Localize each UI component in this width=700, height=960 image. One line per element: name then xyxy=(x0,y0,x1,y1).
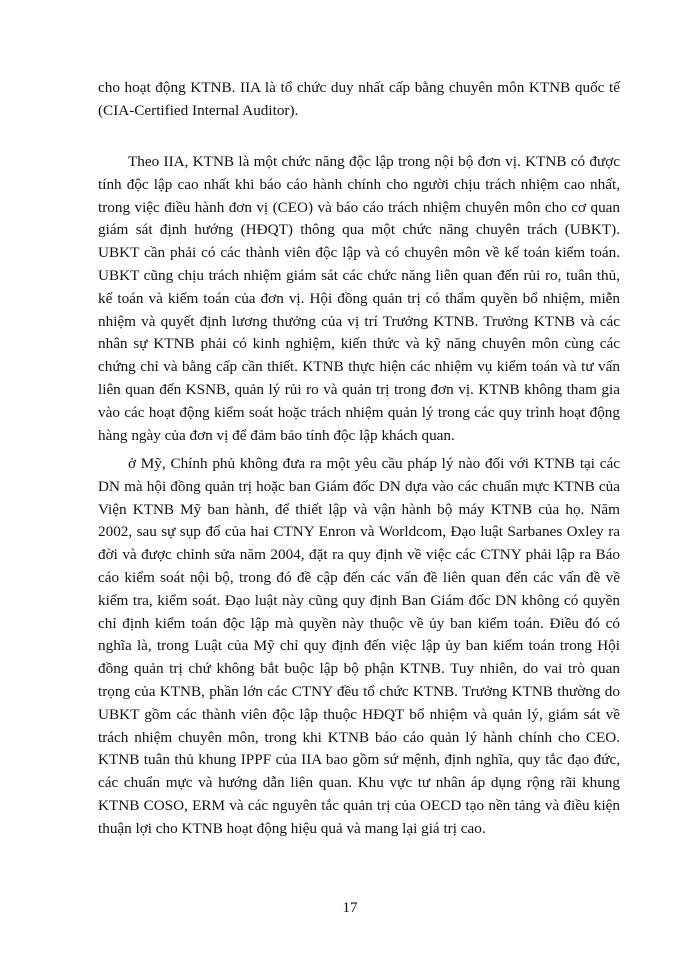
page-number: 17 xyxy=(342,900,358,916)
paragraph-iia-definition: Theo IIA, KTNB là một chức năng độc lập trong nội bộ đơn vị. KTNB có được tính độc lập cao nhất khi báo cáo hành chính cho người chịu trách nhiệm cao nhất, trong việc điều hành đơn vị (CEO) và báo cáo trách nhiệm chuyên môn cho cơ quan giám sát định hướng (HĐQT) thông qua một chức năng chuyên trách (UBKT). UBKT cần phải có các thành viên độc lập và có chuyên môn về kế toán kiểm toán. UBKT cũng chịu trách nhiệm giám sát các chức năng liên quan đến rủi ro, tuân thủ, kế toán và kiểm toán của đơn vị. Hội đồng quản trị có thẩm quyền bổ nhiệm, miễn nhiệm và quyết định lương thưởng của vị trí Trưởng KTNB. Trưởng KTNB và các nhân sự KTNB phải có kinh nghiệm, kiến thức và kỹ năng chuyên môn cùng các chứng chỉ và bằng cấp cần thiết. KTNB thực hiện các nhiệm vụ kiểm toán và tư vấn liên quan đến KSNB, quản lý rủi ro và quản trị trong đơn vị. KTNB không tham gia vào các hoạt động kiểm soát hoặc trách nhiệm quản lý trong các quy trình hoạt động hàng ngày của đơn vị để đảm bảo tính độc lập khách quan. xyxy=(98,153,620,444)
paragraph-us-regulation: ở Mỹ, Chính phủ không đưa ra một yêu cầu pháp lý nào đối với KTNB tại các DN mà hội đồng quản trị hoặc ban Giám đốc DN dựa vào các chuẩn mực KTNB của Viện KTNB Mỹ ban hành, để thiết lập và vận hành bộ máy KTNB của họ. Năm 2002, sau sự sụp đổ của hai CTNY Enron và Worldcom, Đạo luật Sarbanes Oxley ra đời và được chỉnh sửa năm 2004, đặt ra quy định về việc các CTNY phải lập ra Báo cáo kiểm soát nội bộ, trong đó đề cập đến các vấn đề liên quan đến các vấn đề về kiểm tra, kiểm soát. Đạo luật này cũng quy định Ban Giám đốc DN không có quyền chỉ định kiểm toán độc lập mà quyền này thuộc về ủy ban kiểm toán. Điều đó có nghĩa là, trong Luật của Mỹ chỉ quy định đến việc lập ủy ban kiểm toán trong Hội đồng quản trị chứ không bắt buộc lập bộ phận KTNB. Tuy nhiên, do vai trò quan trọng của KTNB, phần lớn các CTNY đều tổ chức KTNB. Trưởng KTNB thường do UBKT gồm các thành viên độc lập thuộc HĐQT bổ nhiệm và quản lý, giám sát về trách nhiệm chuyên môn, trong khi KTNB báo cáo quản lý hành chính cho CEO. KTNB tuân thủ khung IPPF của IIA bao gồm sứ mệnh, định nghĩa, quy tắc đạo đức, các chuẩn mực và hướng dẫn liên quan. Khu vực tư nhân áp dụng rộng rãi khung KTNB COSO, ERM và các nguyên tắc quản trị của OECD tạo nền tảng và điều kiện thuận lợi cho KTNB hoạt động hiệu quả và mang lại giá trị cao. xyxy=(98,455,620,837)
paragraph-continuation: cho hoạt động KTNB. IIA là tổ chức duy nhất cấp bằng chuyên môn KTNB quốc tế (CIA-Certified Internal Auditor). xyxy=(98,79,620,119)
